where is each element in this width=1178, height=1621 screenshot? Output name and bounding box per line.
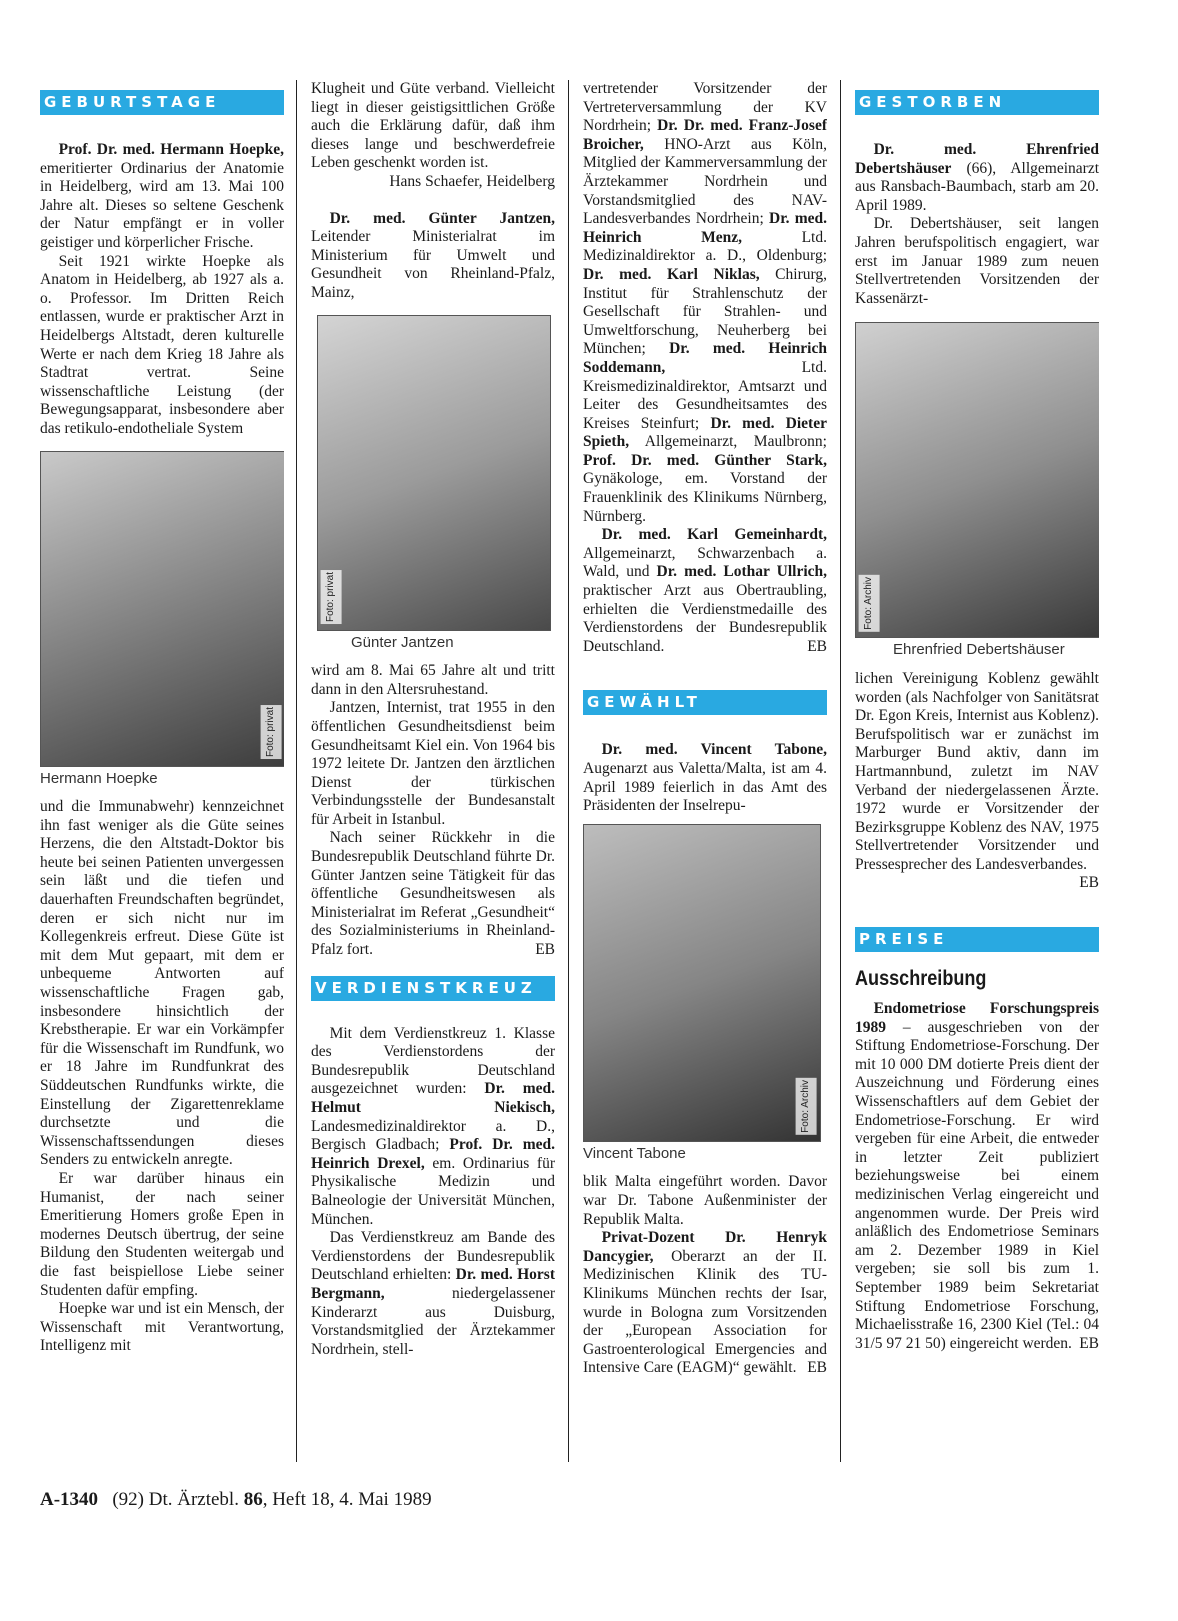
photo-vincent-tabone [583, 824, 821, 1142]
photo-ehrenfried-debertshaeuser [855, 322, 1099, 638]
paragraph: vertretender Vorsitzender der Vertreterversammlung der KV Nordrhein; Dr. Dr. med. Franz-Josef Broicher, HNO-Arzt aus Köln, Mitglied der Kammerversammlung der Ärztekammer Nordrhein und Vorstandsmitglied des NAV-Landesverbandes Nordrhein; Dr. med. Heinrich Menz, Ltd. Medizinaldirektor a. D., Oldenburg; Dr. med. Karl Niklas, Chirurg, Institut für Strahlenschutz der Gesellschaft für Strahlen- und Umweltforschung, Neuherberg bei München; Dr. med. Heinrich Soddemann, Ltd. Kreismedizinaldirektor, Amtsarzt und Leiter des Gesundheitsamtes des Kreises Steinfurt; Dr. med. Dieter Spieth, Allgemeinarzt, Maulbronn; Prof. Dr. med. Günther Stark, Gynäkologe, em. Vorstand der Frauenklinik des Klinikums Nürnberg, Nürnberg. [583, 80, 827, 525]
paragraph: Das Verdienstkreuz am Bande des Verdienstordens der Bundesrepublik Deutschland erhielten: Dr. med. Horst Bergmann, niedergelassener Kinderarzt aus Duisburg, Vorstandsmitglied der Ärztekammer Nordrhein, stell- [311, 1229, 555, 1358]
photo-credit: Foto: Archiv [859, 575, 880, 632]
paragraph: Jantzen, Internist, trat 1955 in den öffentlichen Gesundheitsdienst beim Gesundheitsamt Kiel ein. Von 1964 bis 1972 leitete Dr. Jantzen den ärztlichen Dienst der türkischen Verbindungsstelle der Bundesanstalt für Arbeit in Istanbul. [311, 699, 555, 828]
column-1 [40, 86, 284, 1356]
name-debertshaeuser: Dr. med. Ehrenfried Debertshäuser [855, 141, 1099, 177]
article-jantzen-intro: Dr. med. Günter Jantzen, Leitender Ministerialrat im Ministerium für Umwelt und Gesundheit von Rheinland-Pfalz, Mainz, [311, 209, 555, 301]
paragraph: Dr. med. Karl Gemeinhardt, Allgemeinarzt, Schwarzenbach a. Wald, und Dr. med. Lothar Ullrich, praktischer Arzt aus Obertraubling, erhielten die Verdienstmedaille des Verdienstordens der Bundesrepublik Deutschland. EB [583, 526, 827, 655]
photo-credit: Foto: Archiv [796, 1078, 817, 1135]
photo-caption: Vincent Tabone [583, 1144, 686, 1162]
article-debertshaeuser-intro: Dr. med. Ehrenfried Debertshäuser (66), Allgemeinarzt aus Ransbach-Baumbach, starb am 20. April 1989. [855, 141, 1099, 214]
author-initials: EB [1079, 874, 1099, 892]
name-tabone: Dr. med. Vincent Tabone, [601, 741, 827, 759]
column-3 [583, 80, 827, 1378]
photo-credit: Foto: privat [261, 705, 282, 759]
column-2 [311, 80, 555, 1359]
headline-ausschreibung: Ausschreibung [855, 967, 987, 991]
name-hoepke: Prof. Dr. med. Hermann Hoepke, [58, 141, 284, 158]
paragraph: Er war darüber hinaus ein Humanist, der nach seiner Emeritierung Homers große Epen in modernes Deutsch übertrug, der seine Bildung den Studenten weitergab und die fast beispiellose Liebe seiner Studenten dafür empfing. [40, 1169, 284, 1299]
paragraph: Seit 1921 wirkte Hoepke als Anatom in Heidelberg, ab 1927 als a. o. Professor. Im Dritten Reich entlassen, wurde er praktischer Arzt in Heidelbergs Altstadt, deren kulturelle Werte er nach dem Krieg 18 Jahre als Stadtrat vertrat. Seine wissenschaftliche Leistung (der Bewegungsapparat, insbesondere aber das retikulo-endotheliale System [40, 252, 284, 437]
author-signature: Hans Schaefer, Heidelberg [389, 172, 555, 190]
journal-issue: , Heft 18, 4. Mai 1989 [262, 1489, 432, 1510]
paragraph: Endometriose Forschungspreis 1989 – ausgeschrieben von der Stiftung Endometriose-Forschung. Der mit 10 000 DM dotierte Preis dient der Auszeichnung und Förderung eines Wissenschaftlers auf dem Gebiet der Endometriose-Forschung. Er wird vergeben für eine Arbeit, die entweder in letzter Zeit publiziert beziehungsweise bei einem medizinischen Verlag eingereicht und angenommen wurde. Der Preis wird anläßlich des Endometriose Seminars am 2. Dezember 1989 in Kiel vergeben; sie soll bis zum 1. September 1989 beim Sekretariat Stiftung Endometriose Forschung, Michaelisstraße 16, 2300 Kiel (Tel.: 04 31/5 97 21 50) eingereicht werden. EB [855, 1000, 1099, 1352]
article-tabone-intro: Dr. med. Vincent Tabone, Augenarzt aus Valetta/Malta, ist am 4. April 1989 feierlich in das Amt des Präsidenten der Inselrepu- [583, 741, 827, 815]
paragraph: Dr. Debertshäuser, seit langen Jahren berufspolitisch engagiert, war erst im Januar 1989 zum neuen Stellvertretenden Vorsitzenden der Kassenärzt- [855, 215, 1099, 307]
section-verdienstkreuz: VERDIENSTKREUZ [311, 976, 555, 1001]
paragraph: Mit dem Verdienstkreuz 1. Klasse des Verdienstordens der Bundesrepublik Deutschland ausgezeichnet wurden: Dr. med. Helmut Niekisch, Landesmedizinaldirektor a. D., Bergisch Gladbach; Prof. Dr. med. Heinrich Drexel, em. Ordinarius für Physikalische Medizin und Balneologie der Universität München, München. [311, 1024, 555, 1228]
section-gewaehlt: GEWÄHLT [583, 690, 827, 715]
author-initials: EB [535, 941, 555, 959]
paragraph: Nach seiner Rückkehr in die Bundesrepublik Deutschland führte Dr. Günter Jantzen seine Tätigkeit für das öffentliche Gesundheitswesen als Ministerialrat im Referat „Gesundheit“ des Sozialministeriums in Rheinland-Pfalz fort. EB [311, 829, 555, 959]
author-initials: EB [1079, 1334, 1099, 1352]
name-jantzen: Dr. med. Günter Jantzen, [329, 209, 555, 227]
paragraph: und die Immunabwehr) kennzeichnet ihn fast weniger als die Güte seines Herzens, die den Altstadt-Doktor bis heute bei seinen Patienten unvergessen sein läßt und die tiefen und dauerhaften Freundschaften begründet, deren er sich nicht nur im Kollegenkreis erfreut. Diese Güte ist mit dem Mut gepaart, mit dem er unbequeme Antworten auf wissenschaftliche Fragen gab, insbesondere hinsichtlich der Krebstherapie. Er war ein Vorkämpfer für die Wissenschaft im Rundfunk, wo er 18 Jahre im Rundfunkrat des Süddeutschen Rundfunks wirkte, die Einstellung der Zigarettenreklame durchsetzte und die Wissenschaftssendungen dieses Senders zu entwickeln anregte. [40, 798, 284, 1169]
paragraph: Hoepke war und ist ein Mensch, der Wissenschaft mit Verantwortung, Intelligenz mit [40, 1300, 284, 1355]
author-initials: EB [807, 637, 827, 655]
journal-volume: 86 [243, 1489, 263, 1510]
photo-caption: Günter Jantzen [351, 633, 454, 651]
page-footer [40, 1489, 432, 1511]
photo-caption: Ehrenfried Debertshäuser [893, 641, 1065, 659]
journal-ref: (92) Dt. Ärztebl. [112, 1489, 244, 1510]
paragraph: lichen Vereinigung Koblenz gewählt worden (als Nachfolger von Sanitätsrat Dr. Egon Kreis, Internist aus Koblenz). Berufspolitisch war er zunächst im Marburger Bund aktiv, dann im Hartmannbund, zuletzt im NAV Verband der niedergelassenen Ärzte. 1972 wurde er Vorsitzender der Bezirksgruppe Koblenz des NAV, 1975 Stellvertretender Vorsitzender und Pressesprecher des Landesverbandes. EB [855, 669, 1099, 892]
photo-caption: Hermann Hoepke [40, 769, 158, 787]
paragraph: wird am 8. Mai 65 Jahre alt und tritt dann in den Altersruhestand. [311, 662, 555, 698]
column-rule [296, 80, 297, 1462]
paragraph: blik Malta eingeführt worden. Davor war Dr. Tabone Außenminister der Republik Malta. [583, 1173, 827, 1228]
page-number: A-1340 [40, 1489, 99, 1510]
paragraph: Klugheit und Güte verband. Vielleicht liegt in dieser geistigsittlichen Größe auch die Erklärung dafür, daß ihm dieses lange und beschwerdefreie Leben geschenkt worden ist. [311, 80, 555, 172]
section-geburtstage: GEBURTSTAGE [40, 90, 284, 115]
column-rule [840, 80, 841, 1462]
column-4 [855, 86, 1099, 1353]
article-hoepke-intro: Prof. Dr. med. Hermann Hoepke, emeritierter Ordinarius der Anatomie in Heidelberg, wird am 13. Mai 100 Jahre alt. Dieses so seltene Geschenk der Natur empfängt er in voller geistiger und körperlicher Frische. [40, 141, 284, 251]
paragraph: Privat-Dozent Dr. Henryk Dancygier, Oberarzt an der II. Medizinischen Klinik des TU-Klinikums München rechts der Isar, wurde in Bologna zum Vorsitzenden der „European Association for Gastroenterological Emergencies and Intensive Care (EAGM)“ gewählt. EB [583, 1229, 827, 1377]
photo-credit: Foto: privat [321, 570, 342, 624]
section-gestorben: GESTORBEN [855, 90, 1099, 115]
photo-hermann-hoepke [40, 451, 284, 767]
photo-guenter-jantzen [317, 315, 551, 631]
column-rule [568, 80, 569, 1462]
section-preise: PREISE [855, 927, 1099, 952]
author-initials: EB [807, 1359, 827, 1377]
